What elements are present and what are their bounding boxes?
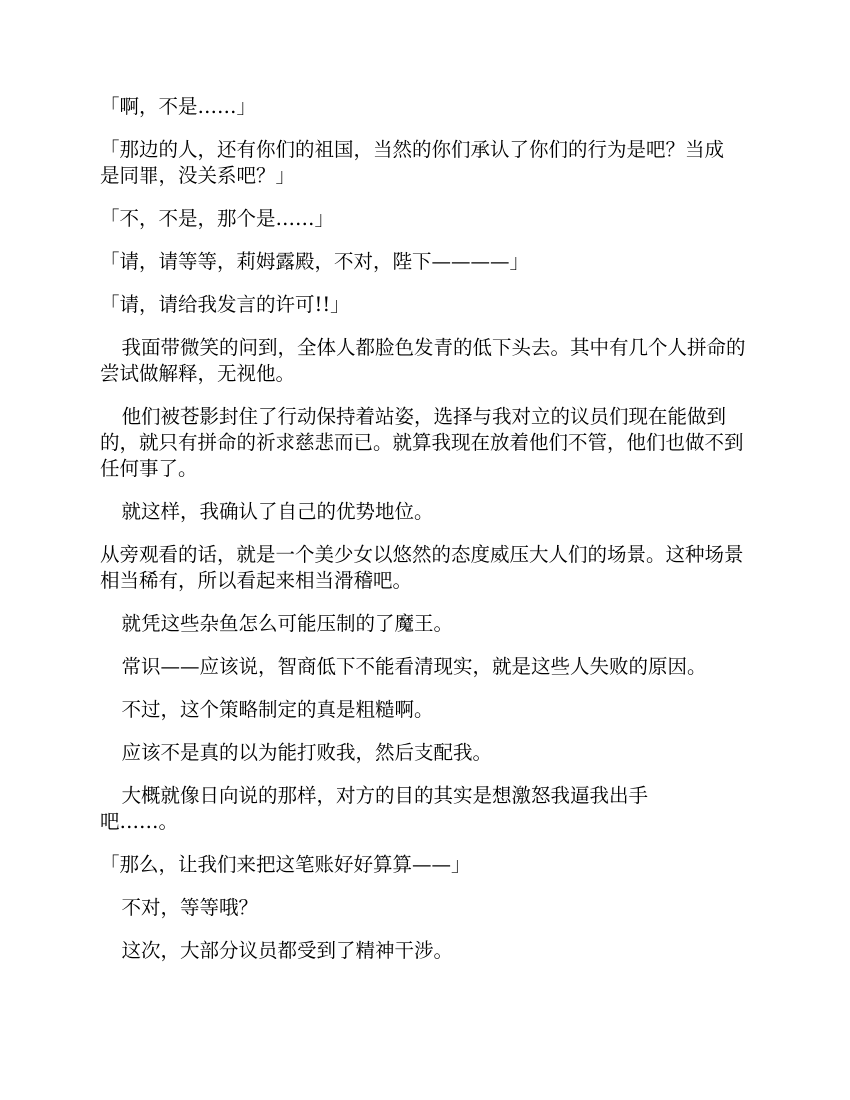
paragraph-17: 这次，大部分议员都受到了精神干涉。	[121, 939, 453, 962]
paragraph-1: 「啊，不是……」	[100, 95, 257, 118]
paragraph-15: 「那么，让我们来把这笔账好好算算——」	[100, 853, 471, 876]
paragraph-5: 「请，请给我发言的许可!!」	[100, 293, 350, 316]
paragraph-13: 应该不是真的以为能打败我，然后支配我。	[121, 741, 492, 764]
paragraph-3: 「不，不是，那个是……」	[100, 207, 335, 230]
paragraph-12: 不过，这个策略制定的真是粗糙啊。	[121, 698, 434, 721]
paragraph-2: 「那边的人，还有你们的祖国，当然的你们承认了你们的行为是吧？当成是同罪，没关系吧？」	[100, 138, 725, 187]
document-page	[100, 94, 750, 981]
paragraph-14: 大概就像日向说的那样，对方的目的其实是想激怒我逼我出手吧……。	[100, 784, 648, 833]
paragraph-9: 从旁观看的话，就是一个美少女以悠然的态度威压大人们的场景。这种场景相当稀有，所以看起来相当滑稽吧。	[100, 543, 744, 592]
paragraph-6: 我面带微笑的问到，全体人都脸色发青的低下头去。其中有几个人拼命的尝试做解释，无视他。	[100, 336, 746, 385]
paragraph-4: 「请，请等等，莉姆露殿，不对，陛下————」	[100, 250, 530, 273]
paragraph-10: 就凭这些杂鱼怎么可能压制的了魔王。	[121, 612, 453, 635]
paragraph-7: 他们被苍影封住了行动保持着站姿，选择与我对立的议员们现在能做到的，就只有拼命的祈求慈悲而已。就算我现在放着他们不管，他们也做不到任何事了。	[100, 405, 744, 480]
paragraph-11: 常识——应该说，智商低下不能看清现实，就是这些人失败的原因。	[121, 655, 707, 678]
paragraph-8: 就这样，我确认了自己的优势地位。	[121, 500, 434, 523]
paragraph-16: 不对，等等哦？	[121, 896, 258, 919]
